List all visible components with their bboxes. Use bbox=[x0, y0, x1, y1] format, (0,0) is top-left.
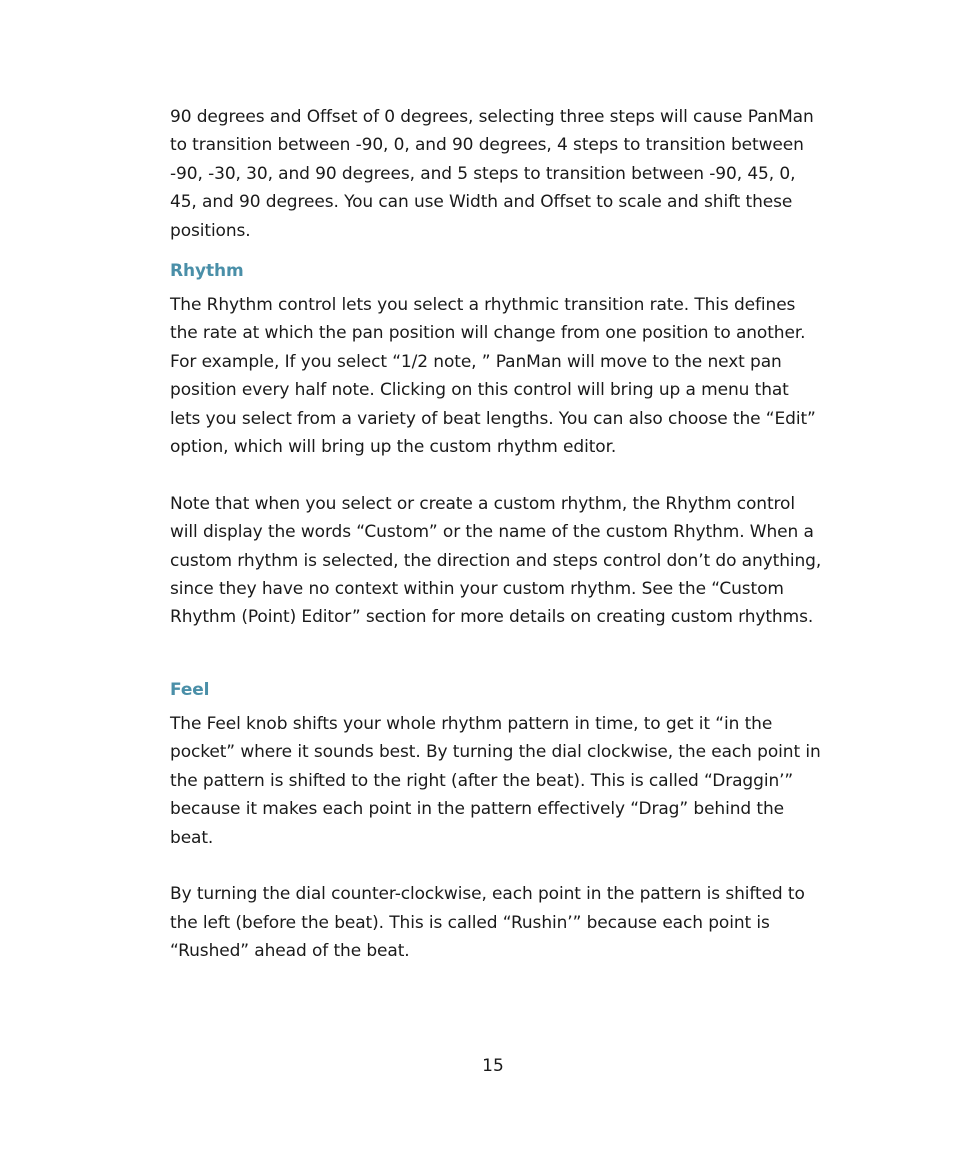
section-heading-feel: Feel bbox=[170, 679, 210, 700]
intro-paragraph: 90 degrees and Offset of 0 degrees, selecting three steps will cause PanMan to transition between -90, 0, and 90 degrees, 4 steps to transition between -90, -30, 30, and 90 degrees, and 5 steps to transition between -90, 45, 0, 45, and 90 degrees. You can use Width and Offset to scale and shift these positions. bbox=[170, 107, 814, 241]
rhythm-paragraph-1: The Rhythm control lets you select a rhythmic transition rate. This defines the rate at which the pan position will change from one position to another. For example, If you select “1/2 note, ” PanMan will move to the next pan position every half note. Clicking on this control will bring up a menu that lets you select from a variety of beat lengths. You can also choose the “Edit” option, which will bring up the custom rhythm editor. bbox=[170, 295, 816, 458]
feel-paragraph-2: By turning the dial counter-clockwise, each point in the pattern is shifted to the left (before the beat). This is called “Rushin’” because each point is “Rushed” ahead of the beat. bbox=[170, 884, 805, 962]
rhythm-paragraph-2: Note that when you select or create a custom rhythm, the Rhythm control will display the words “Custom” or the name of the custom Rhythm. When a custom rhythm is selected, the direction and steps control don’t do anything, since they have no context within your custom rhythm. See the “Custom Rhythm (Point) Editor” section for more details on creating custom rhythms. bbox=[170, 493, 822, 628]
section-heading-rhythm: Rhythm bbox=[170, 261, 244, 282]
feel-paragraph-1: The Feel knob shifts your whole rhythm pattern in time, to get it “in the pocket” where it sounds best. By turning the dial clockwise, the each point in the pattern is shifted to the right (after the beat). This is called “Draggin’” because it makes each point in the pattern effectively “Drag” behind the beat. bbox=[170, 713, 821, 848]
page-content bbox=[170, 103, 822, 966]
spacer bbox=[170, 852, 822, 880]
spacer bbox=[170, 461, 822, 489]
spacer bbox=[170, 632, 822, 676]
page-number: 15 bbox=[482, 1056, 504, 1076]
spacer bbox=[170, 245, 822, 257]
